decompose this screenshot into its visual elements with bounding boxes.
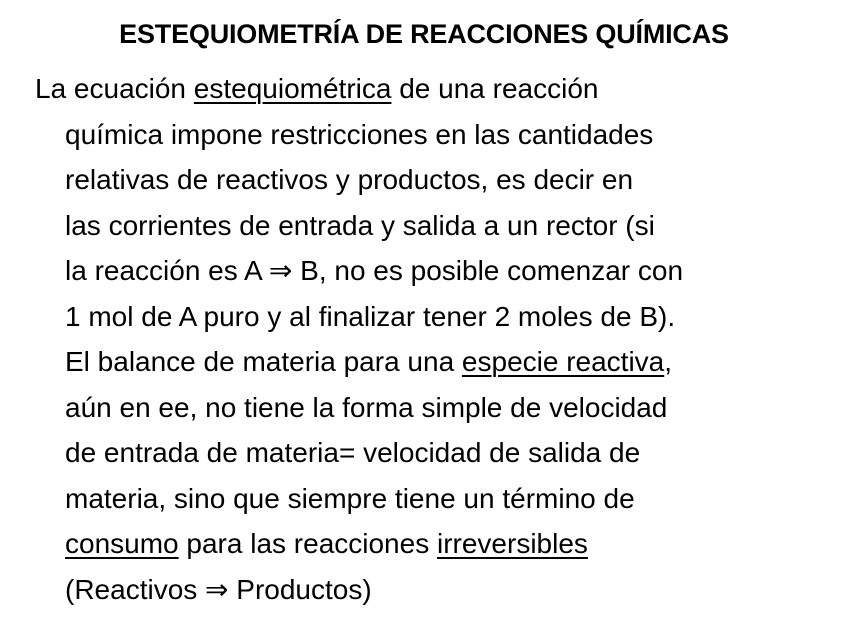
body-text-segment: para las reacciones: [178, 528, 437, 559]
underlined-term-irreversibles: irreversibles: [436, 528, 588, 559]
body-line-3: relativas de reactivos y productos, es decir en: [65, 164, 634, 195]
body-line-9: de entrada de materia= velocidad de salida de: [65, 437, 641, 468]
underlined-term-consumo: consumo: [65, 528, 179, 559]
body-line-1: [35, 66, 825, 112]
body-text-segment: La ecuación: [35, 73, 194, 104]
slide-body-paragraph: [35, 66, 825, 612]
body-text-segment: El balance de materia para una: [65, 346, 462, 377]
body-line-5: la reacción es A ⇒ B, no es posible comenzar con: [65, 255, 684, 286]
body-line-4: las corrientes de entrada y salida a un rector (si: [65, 209, 655, 241]
body-line-6: 1 mol de A puro y al finalizar tener 2 moles de B).: [65, 300, 676, 332]
body-line-8: aún en ee, no tiene la forma simple de velocidad: [65, 391, 668, 423]
body-line-2: química impone restricciones en las cantidades: [65, 118, 654, 150]
slide-title: ESTEQUIOMETRÍA DE REACCIONES QUÍMICAS: [119, 19, 729, 49]
underlined-term-especie-reactiva: especie reactiva: [461, 346, 665, 377]
body-line-10: materia, sino que siempre tiene un término de: [65, 482, 635, 514]
underlined-term-estequiometrica: estequiométrica: [193, 73, 392, 104]
body-line-12: (Reactivos ⇒ Productos): [65, 573, 372, 605]
body-text-segment: ,: [664, 346, 673, 377]
body-text-segment: de una reacción: [391, 73, 599, 104]
body-line-7: [35, 339, 825, 385]
body-line-11: [35, 521, 825, 567]
